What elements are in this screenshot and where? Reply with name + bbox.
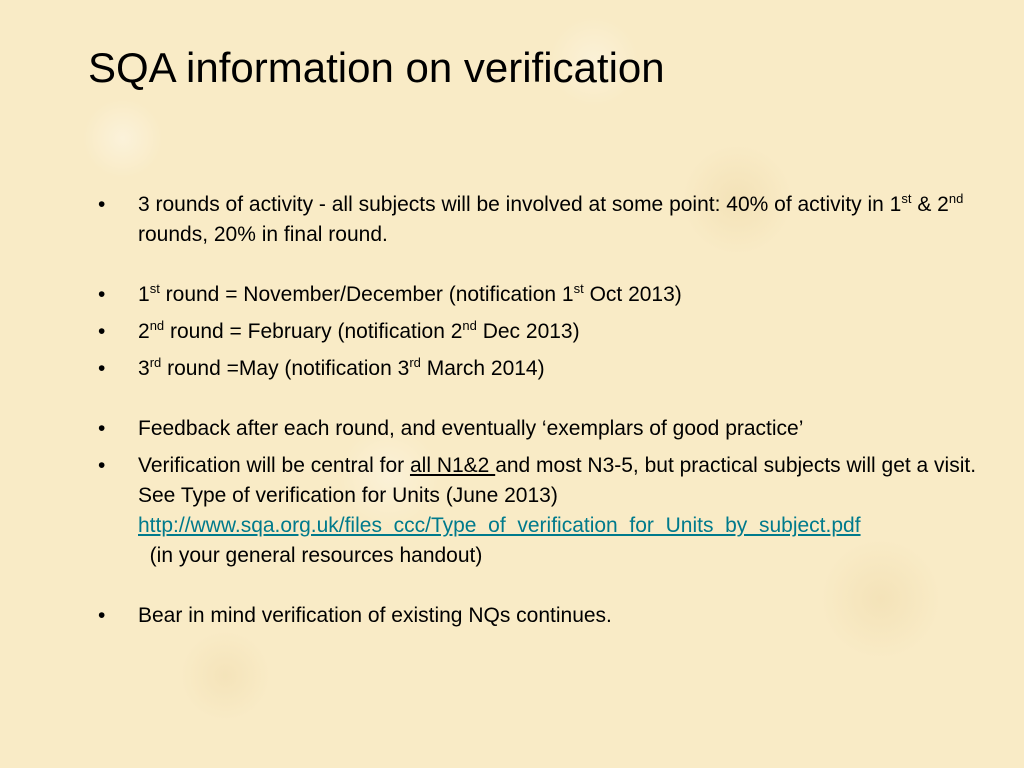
bullet-text: March 2014) bbox=[420, 357, 545, 380]
ordinal-suffix: nd bbox=[149, 318, 165, 333]
bullet-text: 3 bbox=[138, 357, 150, 380]
bullet-mark: • bbox=[98, 417, 106, 440]
bullet-verification-central bbox=[98, 451, 998, 571]
bullet-mark: • bbox=[98, 320, 106, 343]
verification-units-link[interactable]: http://www.sqa.org.uk/files_ccc/Type_of_verification_for_Units_by_subject.pdf bbox=[138, 514, 861, 537]
bullet-text: and most N3-5, but practical subjects will get a visit. See Type of verification for Units (June 2013) bbox=[138, 454, 977, 507]
bullet-feedback bbox=[98, 414, 998, 444]
bullet-mark: • bbox=[98, 193, 106, 216]
bullet-rounds-overview bbox=[98, 190, 998, 250]
bullet-text: rounds, 20% in final round. bbox=[138, 223, 388, 246]
bullet-text: Bear in mind verification of existing NQs continues. bbox=[138, 604, 612, 627]
bullet-round-2 bbox=[98, 317, 998, 347]
slide-title: SQA information on verification bbox=[88, 44, 665, 91]
ordinal-suffix: rd bbox=[409, 355, 421, 370]
ordinal-suffix: st bbox=[573, 281, 584, 296]
bullet-text: round = November/December (notification 1 bbox=[159, 283, 574, 306]
bullet-mark: • bbox=[98, 454, 106, 477]
bullet-text: & 2 bbox=[911, 193, 949, 216]
bullet-text: round = February (notification 2 bbox=[164, 320, 463, 343]
bullet-list bbox=[98, 190, 998, 638]
ordinal-suffix: rd bbox=[149, 355, 162, 370]
bullet-text: Dec 2013) bbox=[476, 320, 580, 343]
bullet-existing-nqs bbox=[98, 601, 998, 631]
bullet-text: 1 bbox=[138, 283, 150, 306]
bullet-round-1 bbox=[98, 280, 998, 310]
ordinal-suffix: nd bbox=[948, 191, 964, 206]
bullet-mark: • bbox=[98, 283, 106, 306]
bullet-text: round =May (notification 3 bbox=[161, 357, 410, 380]
bullet-mark: • bbox=[98, 357, 106, 380]
bullet-text: Verification will be central for bbox=[138, 454, 410, 477]
bullet-round-3 bbox=[98, 354, 998, 384]
bullet-mark: • bbox=[98, 604, 106, 627]
ordinal-suffix: st bbox=[901, 191, 912, 206]
ordinal-suffix: nd bbox=[462, 318, 477, 333]
underlined-text: all N1&2 bbox=[409, 454, 496, 477]
bullet-text: 2 bbox=[138, 320, 150, 343]
ordinal-suffix: st bbox=[149, 281, 160, 296]
bullet-text: Feedback after each round, and eventually ‘exemplars of good practice’ bbox=[138, 417, 804, 440]
bullet-text: (in your general resources handout) bbox=[138, 544, 483, 567]
bullet-text: Oct 2013) bbox=[583, 283, 682, 306]
bullet-text: 3 rounds of activity - all subjects will be involved at some point: 40% of activity in 1 bbox=[138, 193, 902, 216]
